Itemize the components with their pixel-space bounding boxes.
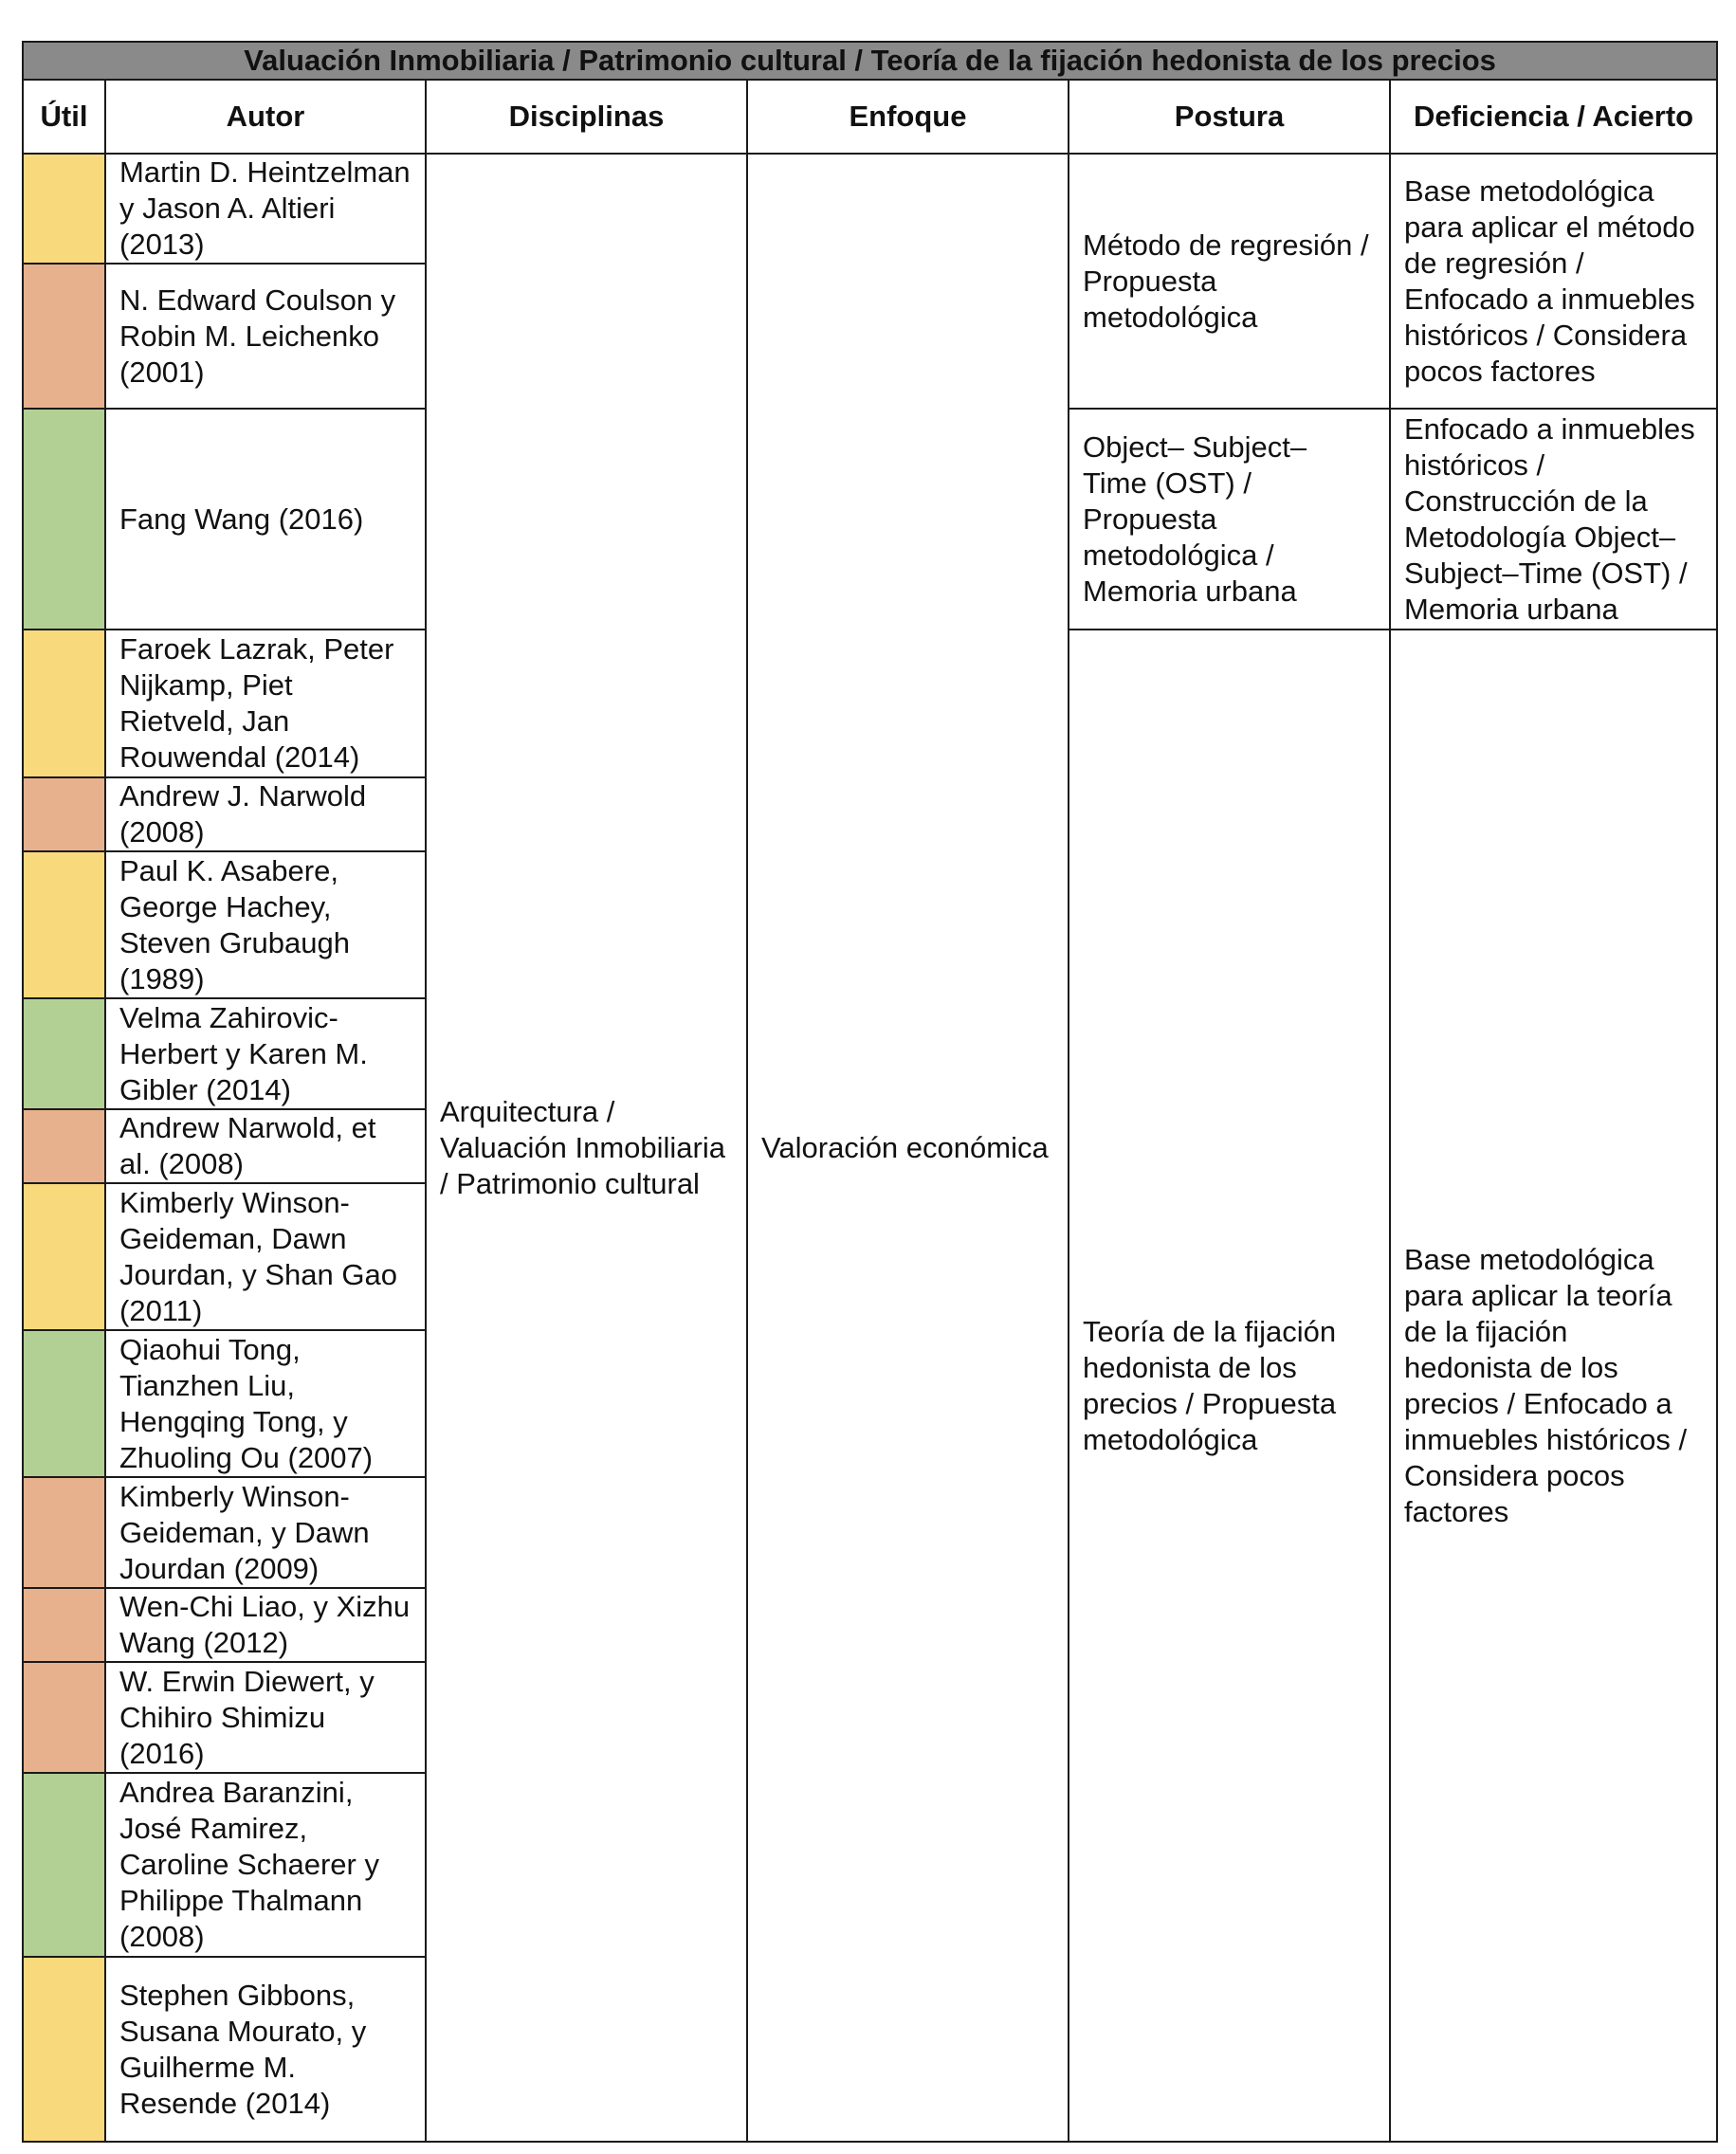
author-cell: Qiaohui Tong, Tianzhen Liu, Hengqing Tong, y Zhuoling Ou (2007) [105,1330,426,1477]
util-color-cell [23,998,105,1109]
author-cell: Andrea Baranzini, José Ramirez, Caroline Schaerer y Philippe Thalmann (2008) [105,1773,426,1957]
deficiencia-cell: Enfocado a inmuebles históricos / Construcción de la Metodología Object–Subject–Time (OST) / Memoria urbana [1390,409,1717,630]
postura-cell: Teoría de la fijación hedonista de los precios / Propuesta metodológica [1069,630,1390,2142]
util-color-cell [23,1588,105,1662]
author-cell: Andrew Narwold, et al. (2008) [105,1109,426,1183]
util-color-cell [23,409,105,630]
author-cell: Martin D. Heintzelman y Jason A. Altieri (2013) [105,154,426,264]
util-color-cell [23,154,105,264]
table-title: Valuación Inmobiliaria / Patrimonio cultural / Teoría de la fijación hedonista de los precios [23,42,1717,80]
disciplinas-cell: Arquitectura / Valuación Inmobiliaria / Patrimonio cultural [426,154,747,2142]
author-cell: Stephen Gibbons, Susana Mourato, y Guilherme M. Resende (2014) [105,1957,426,2142]
deficiencia-cell: Base metodológica para aplicar la teoría de la fijación hedonista de los precios / Enfocado a inmuebles históricos / Considera pocos factores [1390,630,1717,2142]
postura-cell: Método de regresión / Propuesta metodológica [1069,154,1390,409]
header-autor: Autor [105,80,426,154]
author-cell: Wen-Chi Liao, y Xizhu Wang (2012) [105,1588,426,1662]
util-color-cell [23,777,105,851]
header-row [23,80,1717,154]
deficiencia-cell: Base metodológica para aplicar el método de regresión / Enfocado a inmuebles históricos / Considera pocos factores [1390,154,1717,409]
table-row [23,154,1717,264]
header-enfoque: Enfoque [747,80,1069,154]
postura-cell: Object– Subject– Time (OST) / Propuesta metodológica / Memoria urbana [1069,409,1390,630]
author-cell: Faroek Lazrak, Peter Nijkamp, Piet Rietveld, Jan Rouwendal (2014) [105,630,426,777]
util-color-cell [23,851,105,998]
header-postura: Postura [1069,80,1390,154]
literature-review-table [22,41,1718,2143]
util-color-cell [23,1109,105,1183]
util-color-cell [23,1183,105,1330]
util-color-cell [23,1662,105,1773]
author-cell: W. Erwin Diewert, y Chihiro Shimizu (2016) [105,1662,426,1773]
header-deficiencia: Deficiencia / Acierto [1390,80,1717,154]
util-color-cell [23,630,105,777]
author-cell: Kimberly Winson-Geideman, y Dawn Jourdan (2009) [105,1477,426,1588]
header-disciplinas: Disciplinas [426,80,747,154]
util-color-cell [23,1773,105,1957]
author-cell: Velma Zahirovic-Herbert y Karen M. Gibler (2014) [105,998,426,1109]
util-color-cell [23,1957,105,2142]
author-cell: Paul K. Asabere, George Hachey, Steven Grubaugh (1989) [105,851,426,998]
author-cell: Andrew J. Narwold (2008) [105,777,426,851]
author-cell: Fang Wang (2016) [105,409,426,630]
author-cell: Kimberly Winson-Geideman, Dawn Jourdan, y Shan Gao (2011) [105,1183,426,1330]
author-cell: N. Edward Coulson y Robin M. Leichenko (2001) [105,264,426,409]
enfoque-cell: Valoración económica [747,154,1069,2142]
util-color-cell [23,1330,105,1477]
util-color-cell [23,1477,105,1588]
header-util: Útil [23,80,105,154]
util-color-cell [23,264,105,409]
